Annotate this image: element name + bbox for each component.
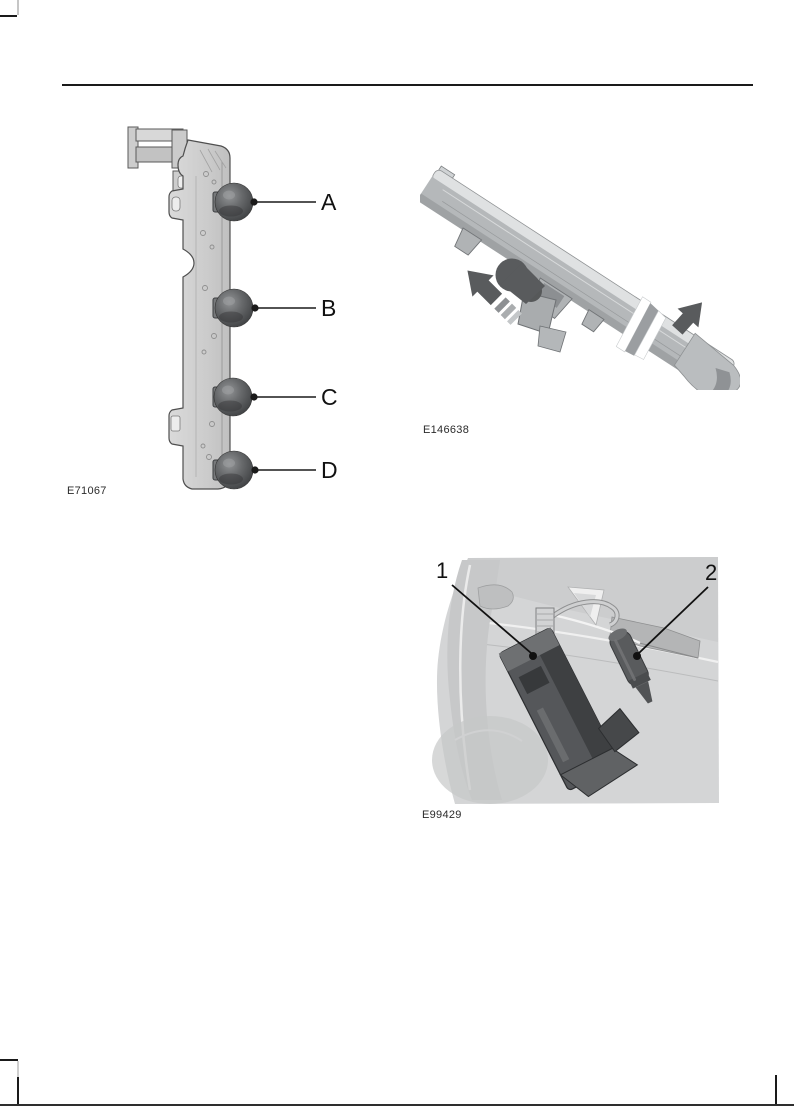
figure-code-bulb-holder: E71067 [67, 485, 107, 497]
figure-code-luggage-lamp: E99429 [422, 809, 462, 821]
trim-assembly [420, 165, 740, 390]
callout-label-b: B [321, 295, 337, 321]
scan-mark-bottom-right-vline [775, 1075, 777, 1104]
scan-mark-bottom-left-hline [0, 1059, 18, 1061]
scan-mark-top-left-bar [0, 15, 17, 18]
callout-label-2: 2 [705, 560, 718, 585]
header-rule [62, 84, 753, 86]
figure-code-high-mounted-lamp: E146638 [423, 424, 470, 436]
callout-leaders [250, 198, 316, 473]
callout-label-a: A [321, 189, 337, 215]
callout-label-1: 1 [436, 558, 449, 583]
scan-mark-bottom-left-vline-gray [17, 1061, 19, 1077]
scan-mark-top-left-vline [17, 0, 19, 15]
clip-hole-upper [172, 197, 180, 211]
scan-mark-bottom-left-vline [17, 1077, 19, 1104]
figure-luggage-lamp [427, 553, 724, 808]
callout-label-c: C [321, 384, 338, 410]
figure-high-mounted-lamp [420, 160, 740, 390]
figure-bulb-holder [115, 115, 350, 500]
callout-label-d: D [321, 457, 338, 483]
clip-hole-lower [171, 416, 180, 431]
